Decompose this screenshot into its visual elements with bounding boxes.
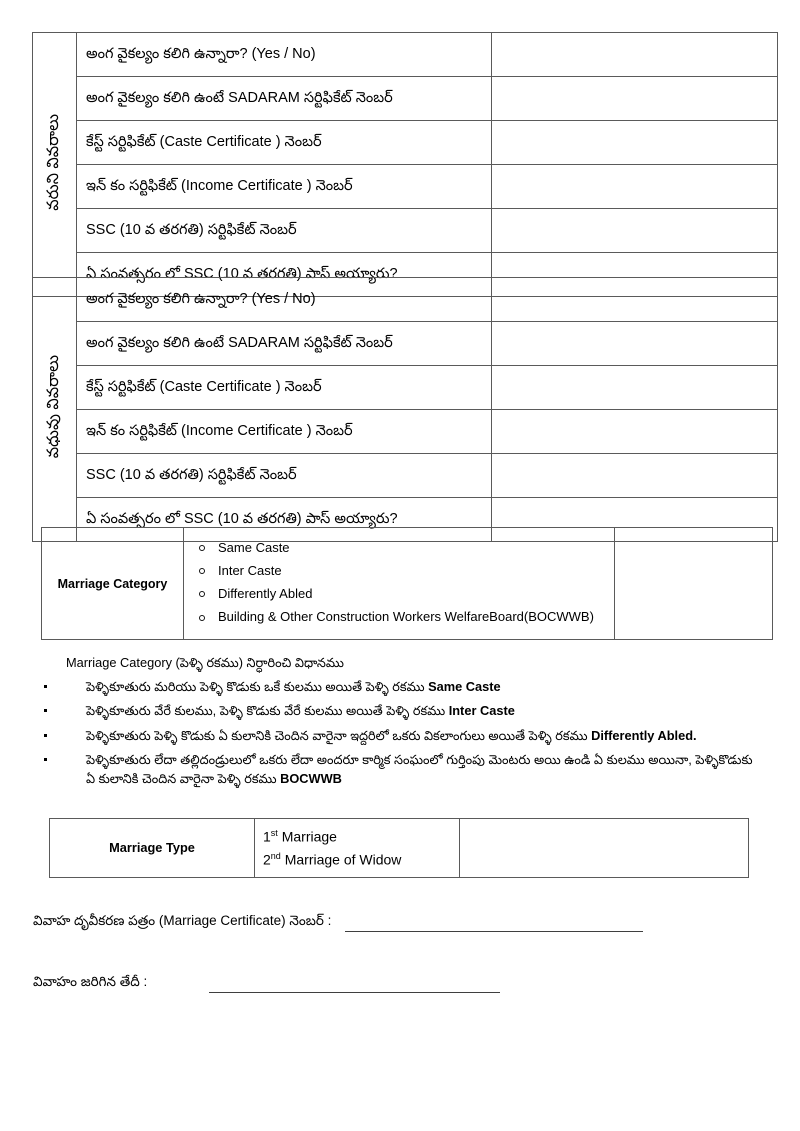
table-row: [33, 121, 778, 165]
bride-question-4: SSC (10 వ తరగతి) సర్టిఫికేట్ నెంబర్: [77, 454, 492, 498]
note-item-list: [40, 678, 760, 789]
marriage-category-option-list: [184, 536, 614, 629]
table-row: [33, 322, 778, 366]
option-number: 1: [263, 828, 271, 845]
note-item-bold: Same Caste: [428, 678, 501, 694]
groom-question-4: SSC (10 వ తరగతి) సర్టిఫికేట్ నెంబర్: [77, 209, 492, 253]
option-bocwwb[interactable]: [196, 606, 614, 629]
bride-question-5: ఏ సంవత్సరం లో SSC (10 వ తరగతి) పాస్ అయ్యారు?: [77, 498, 492, 542]
bullet-icon: [44, 734, 47, 737]
marriage-type-label: Marriage Type: [50, 819, 255, 878]
option-differently-abled[interactable]: [196, 583, 614, 606]
marriage-category-options: [184, 528, 615, 640]
marriage-type-table: [49, 818, 749, 878]
bride-question-2: కేస్ట్ సర్టిఫికేట్ (Caste Certificate ) నెంబర్: [77, 366, 492, 410]
groom-answer-0[interactable]: [492, 33, 778, 77]
marriage-type-answer[interactable]: [460, 819, 749, 878]
note-item-text: పెళ్ళికూతురు లేదా తల్లిదండ్రులులో ఒకరు లేదా అందరూ కార్మిక సంఘంలో గుర్తింపు మెంటరు అయి ఉండి ఏ కులము అయినా, పెళ్ళికొడుకు ఏ కులానికి చెందిన వారైనా పెళ్ళి రకము: [86, 752, 753, 786]
note-item-text: పెళ్ళికూతురు పెళ్ళి కొడుకు ఏ కులానికి చెందిన వారైనా ఇద్దరిలో ఒకరు వికలాంగులు అయితే పెళ్ళి రకము: [86, 727, 592, 743]
radio-circle-icon: [199, 591, 205, 597]
option-first-marriage[interactable]: [263, 825, 459, 848]
groom-answer-3[interactable]: [492, 165, 778, 209]
table-row: [33, 77, 778, 121]
groom-question-1: అంగ వైకల్యం కలిగి ఉంటే SADARAM సర్టిఫికేట్ నెంబర్: [77, 77, 492, 121]
table-row: [33, 165, 778, 209]
marriage-category-label: Marriage Category: [42, 528, 184, 640]
option-label: Building & Other Construction Workers WelfareBoard(BOCWWB): [218, 609, 594, 625]
option-second-marriage-widow[interactable]: [263, 848, 459, 871]
bullet-icon: [44, 709, 47, 712]
bullet-icon: [44, 685, 47, 688]
groom-answer-2[interactable]: [492, 121, 778, 165]
marriage-category-table: [41, 527, 773, 640]
option-ordinal-suffix: st: [270, 828, 278, 838]
bride-answer-0[interactable]: [492, 278, 778, 322]
note-item-inter-caste: [40, 702, 760, 721]
groom-question-3: ఇన్ కం సర్టిఫికేట్ (Income Certificate ) నెంబర్: [77, 165, 492, 209]
radio-circle-icon: [199, 545, 205, 551]
option-label: Differently Abled: [218, 586, 313, 602]
groom-side-label-text: వరుని వివరాలు: [45, 113, 63, 211]
table-row: [42, 528, 773, 640]
table-row: [50, 819, 749, 878]
option-ordinal-suffix: nd: [270, 850, 281, 861]
note-item-text: పెళ్ళికూతురు మరియు పెళ్ళి కొడుకు ఒకే కులము అయితే పెళ్ళి రకము: [86, 678, 429, 694]
groom-side-label: [33, 33, 77, 297]
marriage-date-field-row: [33, 974, 500, 993]
bride-answer-1[interactable]: [492, 322, 778, 366]
groom-answer-4[interactable]: [492, 209, 778, 253]
marriage-certificate-input[interactable]: [345, 918, 643, 932]
bride-details-table: [32, 277, 778, 542]
groom-question-2: కేస్ట్ సర్టిఫికేట్ (Caste Certificate ) నెంబర్: [77, 121, 492, 165]
marriage-date-input[interactable]: [209, 979, 500, 993]
note-item-bold: Differently Abled.: [591, 727, 697, 743]
marriage-date-label: వివాహం జరిగిన తేదీ :: [33, 974, 148, 989]
marriage-category-note: [40, 655, 760, 794]
option-number: 2: [263, 851, 271, 868]
note-item-bold: Inter Caste: [448, 703, 515, 719]
groom-details-table: [32, 32, 778, 297]
note-item-bold: BOCWWB: [280, 770, 342, 786]
marriage-certificate-field-row: [33, 913, 643, 932]
groom-question-5: ఏ సంవత్సరం లో SSC (10 వ తరగతి) పాస్ అయ్యారు?: [77, 253, 492, 297]
table-row: [33, 33, 778, 77]
radio-circle-icon: [199, 615, 205, 621]
note-heading: Marriage Category (పెళ్ళి రకము) నిర్ధారించి విధానము: [66, 655, 344, 670]
table-row: [33, 209, 778, 253]
option-label: Inter Caste: [218, 562, 282, 578]
bride-question-3: ఇన్ కం సర్టిఫికేట్ (Income Certificate ) నెంబర్: [77, 410, 492, 454]
bride-answer-4[interactable]: [492, 454, 778, 498]
note-item-text: పెళ్ళికూతురు వేరే కులము, పెళ్ళి కొడుకు వేరే కులము అయితే పెళ్ళి రకము: [86, 703, 449, 719]
bride-side-label: [33, 278, 77, 542]
table-row: [33, 454, 778, 498]
option-same-caste[interactable]: [196, 536, 614, 559]
marriage-category-answer[interactable]: [615, 528, 773, 640]
groom-answer-1[interactable]: [492, 77, 778, 121]
groom-question-0: అంగ వైకల్యం కలిగి ఉన్నారా? (Yes / No): [77, 33, 492, 77]
bride-question-1: అంగ వైకల్యం కలిగి ఉంటే SADARAM సర్టిఫికేట్ నెంబర్: [77, 322, 492, 366]
marriage-type-options: [255, 819, 460, 878]
bride-side-label-text: వధువు వివరాలు: [45, 355, 63, 459]
bride-answer-2[interactable]: [492, 366, 778, 410]
note-item-same-caste: [40, 678, 760, 697]
option-label: Same Caste: [218, 539, 290, 555]
table-row: [33, 366, 778, 410]
bride-answer-3[interactable]: [492, 410, 778, 454]
table-row: [33, 410, 778, 454]
bullet-icon: [44, 758, 47, 761]
option-label: Marriage of Widow: [280, 851, 402, 868]
note-item-differently-abled: [40, 727, 760, 746]
option-label: Marriage: [277, 828, 337, 845]
radio-circle-icon: [199, 568, 205, 574]
marriage-certificate-label: వివాహ దృవీకరణ పత్రం (Marriage Certificate) నెంబర్ :: [33, 913, 332, 928]
table-row: [33, 278, 778, 322]
note-item-bocwwb: [40, 751, 760, 788]
bride-question-0: అంగ వైకల్యం కలిగి ఉన్నారా? (Yes / No): [77, 278, 492, 322]
option-inter-caste[interactable]: [196, 559, 614, 582]
